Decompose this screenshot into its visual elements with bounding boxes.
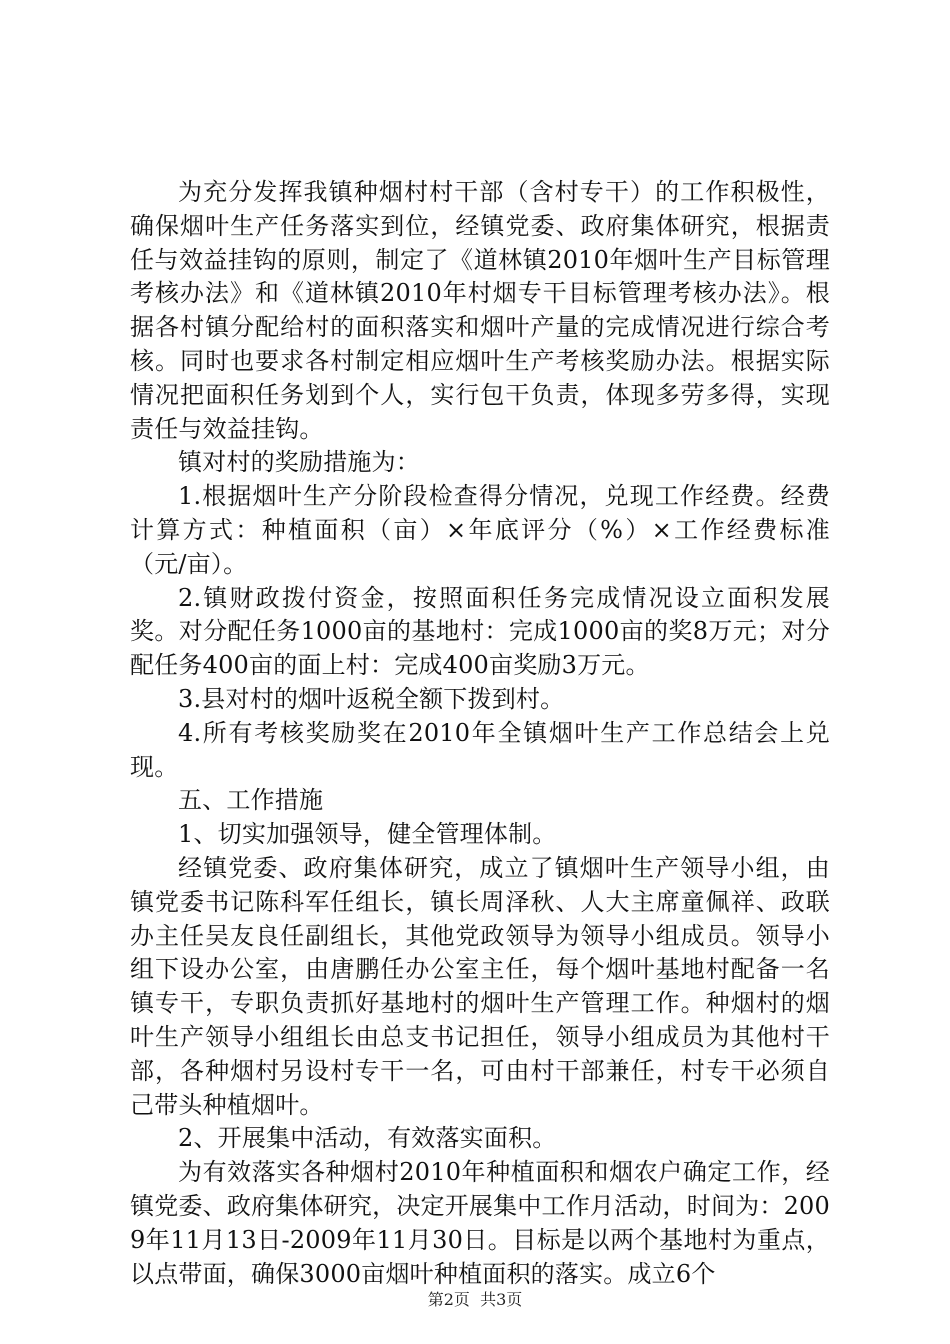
page-number: 第2页 共3页 bbox=[427, 1290, 523, 1309]
subheading-leadership: 1、切实加强领导，健全管理体制。 bbox=[178, 820, 557, 849]
paragraph-reward-measures-heading: 镇对村的奖励措施为： bbox=[178, 448, 420, 477]
section-heading-work-measures: 五、工作措施 bbox=[178, 786, 324, 815]
paragraph-concentrated-activity: 为有效落实各种烟村2010年种植面积和烟农户确定工作，经镇党委、政府集体研究，决定开展集中工作月活动，时间为：2009年11月13日-2009年11月30日。目标是以两个基地村为重点，以点带面，确保3000亩烟叶种植面积的落实。成立6个 bbox=[130, 1158, 830, 1288]
paragraph-reward-item-2: 2.镇财政拨付资金，按照面积任务完成情况设立面积发展奖。对分配任务1000亩的基地村：完成1000亩的奖8万元；对分配任务400亩的面上村：完成400亩奖励3万元。 bbox=[130, 583, 830, 680]
paragraph-reward-item-3: 3.县对村的烟叶返税全额下拨到村。 bbox=[178, 684, 565, 713]
page-footer bbox=[0, 1290, 950, 1310]
subheading-concentrated-activity: 2、开展集中活动，有效落实面积。 bbox=[178, 1124, 557, 1153]
paragraph-reward-item-1: 1.根据烟叶生产分阶段检查得分情况，兑现工作经费。经费计算方式：种植面积（亩）×年底评分（%）×工作经费标准（元/亩）。 bbox=[130, 482, 830, 578]
paragraph-incentive-intro: 为充分发挥我镇种烟村村干部（含村专干）的工作积极性，确保烟叶生产任务落实到位，经镇党委、政府集体研究，根据责任与效益挂钩的原则，制定了《道林镇2010年烟叶生产目标管理考核办法》和《道林镇2010年村烟专干目标管理考核办法》。根据各村镇分配给村的面积落实和烟叶产量的完成情况进行综合考核。同时也要求各村制定相应烟叶生产考核奖励办法。根据实际情况把面积任务划到个人，实行包干负责，体现多劳多得，实现责任与效益挂钩。 bbox=[130, 178, 830, 443]
document-body bbox=[130, 176, 830, 1291]
paragraph-leadership-group: 经镇党委、政府集体研究，成立了镇烟叶生产领导小组，由镇党委书记陈科军任组长，镇长周泽秋、人大主席童佩祥、政联办主任吴友良任副组长，其他党政领导为领导小组成员。领导小组下设办公室，由唐鹏任办公室主任，每个烟叶基地村配备一名镇专干，专职负责抓好基地村的烟叶生产管理工作。种烟村的烟叶生产领导小组组长由总支书记担任，领导小组成员为其他村干部，各种烟村另设村专干一名，可由村干部兼任，村专干必须自己带头种植烟叶。 bbox=[130, 853, 830, 1119]
paragraph-reward-item-4: 4.所有考核奖励奖在2010年全镇烟叶生产工作总结会上兑现。 bbox=[130, 718, 830, 781]
